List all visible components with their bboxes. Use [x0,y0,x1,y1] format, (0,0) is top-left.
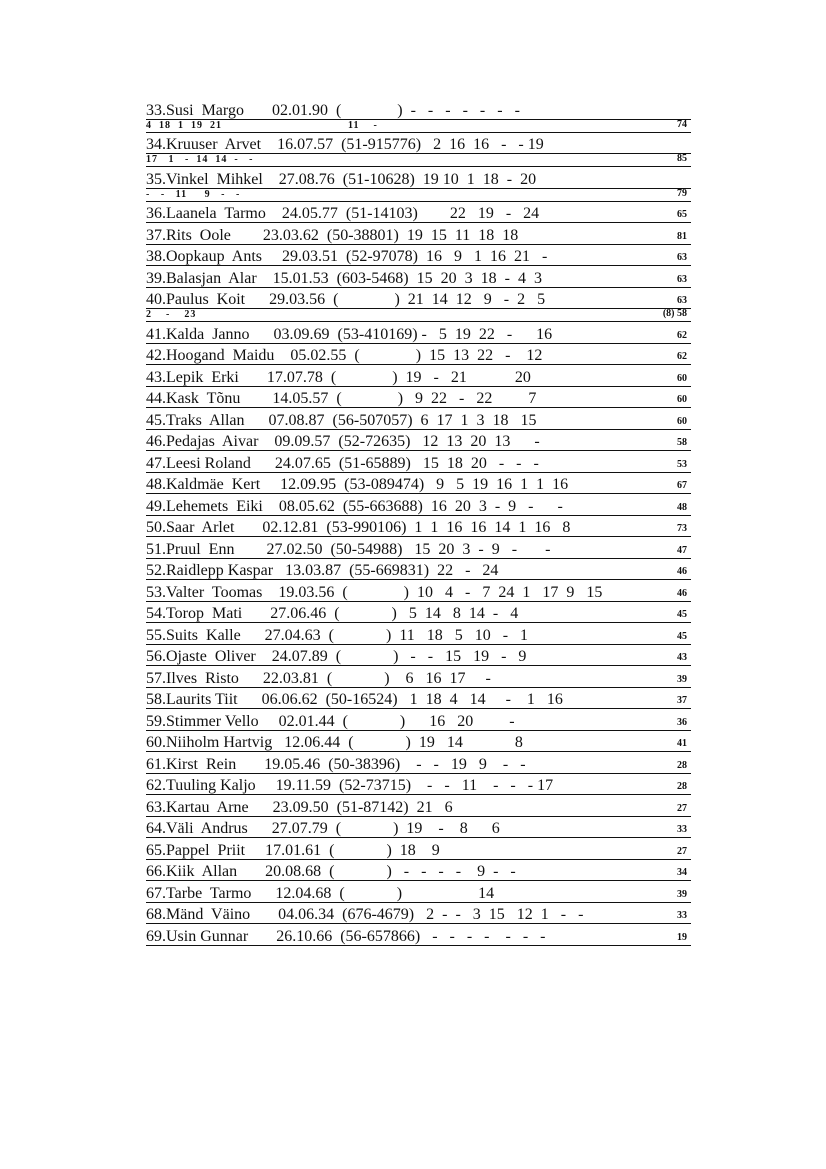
score-subline [146,309,691,322]
total-points: 37 [677,695,687,706]
participant-row [146,516,691,538]
participant-row [146,245,691,267]
participant-row [146,860,691,882]
total-points: 81 [677,230,687,242]
total-points: 73 [677,523,687,534]
participant-entry: 69.Usin Gunnar 26.10.66 (56-657866) - - - - - - - [146,927,546,945]
participant-entry: 52.Raidlepp Kaspar 13.03.87 (55-669831) 22 - 24 [146,562,499,579]
participant-entry: 46.Pedajas Aivar 09.09.57 (52-72635) 12 13 20 13 - [146,433,540,450]
total-points: 60 [677,415,687,427]
participant-entry: 58.Laurits Tiit 06.06.62 (50-16524) 1 18 4 14 - 1 16 [146,691,563,708]
participant-entry: 48.Kaldmäe Kert 12.09.95 (53-089474) 9 5 19 16 1 1 16 [146,476,569,493]
participant-entry: 61.Kirst Rein 19.05.46 (50-38396) - - 19 9 - - [146,755,526,773]
total-points: 85 [677,154,687,164]
total-points: 46 [677,566,687,577]
participant-row [146,387,691,409]
total-points: 63 [677,273,687,285]
total-points: 33 [677,910,687,921]
participant-entry: 68.Mänd Väino 04.06.34 (676-4679) 2 - - 3 15 12 1 - - [146,906,584,923]
total-points: 33 [677,824,687,835]
total-points: 63 [677,295,687,306]
subline-scores: 2 - 23 [146,309,197,320]
results-sheet [146,98,691,946]
score-subline [146,189,691,202]
participant-row [146,602,691,624]
participant-entry: 34.Kruuser Arvet 16.07.57 (51-915776) 2 16 16 - - 19 [146,136,544,153]
total-points: 60 [677,372,687,384]
total-points: 39 [677,673,687,685]
participant-row [146,430,691,452]
participant-entry: 38.Oopkaup Ants 29.03.51 (52-97078) 16 9 1 16 21 - [146,248,548,265]
participant-row [146,494,691,516]
participant-row [146,838,691,860]
participant-row [146,752,691,774]
participant-entry: 59.Stimmer Vello 02.01.44 ( ) 16 20 - [146,712,515,730]
total-points: 45 [677,630,687,642]
total-points: 62 [677,351,687,362]
total-points: 41 [677,738,687,749]
participant-entry: 50.Saar Arlet 02.12.81 (53-990106) 1 1 16 16 14 1 16 8 [146,519,571,536]
participant-row [146,344,691,366]
participant-row [146,98,691,120]
total-points: 58 [677,437,687,448]
total-points: 36 [677,716,687,728]
participant-entry: 40.Paulus Koit 29.03.56 ( ) 21 14 12 9 - 2 5 [146,291,546,308]
participant-entry: 53.Valter Toomas 19.03.56 ( ) 10 4 - 7 24 1 17 9 15 [146,583,603,601]
subline-scores: 17 1 - 14 14 - - [146,154,254,165]
participant-entry: 44.Kask Tõnu 14.05.57 ( ) 9 22 - 22 7 [146,390,537,407]
participant-row [146,133,691,155]
subline-scores: 4 18 1 19 21 11 - [146,119,378,131]
participant-entry: 42.Hoogand Maidu 05.02.55 ( ) 15 13 22 - 12 [146,347,543,364]
participant-entry: 39.Balasjan Alar 15.01.53 (603-5468) 15 20 3 18 - 4 3 [146,269,542,287]
participant-row [146,365,691,387]
participant-row [146,223,691,245]
total-points: 19 [677,931,687,943]
score-subline [146,120,691,133]
participant-row [146,881,691,903]
participant-entry: 45.Traks Allan 07.08.87 (56-507057) 6 17 1 3 18 15 [146,411,537,429]
participant-entry: 35.Vinkel Mihkel 27.08.76 (51-10628) 19 10 1 18 - 20 [146,170,537,188]
total-points: 60 [677,394,687,405]
participant-entry: 57.Ilves Risto 22.03.81 ( ) 6 16 17 - [146,669,491,687]
total-points: 27 [677,845,687,857]
total-points: 34 [677,867,687,878]
participant-entry: 33.Susi Margo 02.01.90 ( ) - - - - - - - [146,101,520,119]
total-points: 79 [677,188,687,199]
participant-entry: 64.Väli Andrus 27.07.79 ( ) 19 - 8 6 [146,820,500,837]
participant-entry: 41.Kalda Janno 03.09.69 (53-410169) - 5 19 22 - 16 [146,325,553,343]
participant-entry: 67.Tarbe Tarmo 12.04.68 ( ) 14 [146,884,495,902]
participant-entry: 62.Tuuling Kaljo 19.11.59 (52-73715) - - 11 - - - 17 [146,777,554,794]
participant-row [146,774,691,796]
total-points: 47 [677,544,687,556]
participant-row [146,202,691,224]
participant-row [146,903,691,925]
participant-entry: 60.Niiholm Hartvig 12.06.44 ( ) 19 14 8 [146,734,523,751]
total-points: 45 [677,609,687,620]
participant-entry: 47.Leesi Roland 24.07.65 (51-65889) 15 18 20 - - - [146,454,539,472]
total-points: 28 [677,759,687,771]
total-points: 53 [677,458,687,470]
participant-row [146,167,691,189]
total-points: 43 [677,652,687,663]
participant-row [146,645,691,667]
total-points: 28 [677,781,687,792]
participant-entry: 51.Pruul Enn 27.02.50 (50-54988) 15 20 3 - 9 - - [146,540,551,558]
participant-entry: 49.Lehemets Eiki 08.05.62 (55-663688) 16 20 3 - 9 - - [146,497,563,515]
total-points: 62 [677,329,687,341]
participant-row [146,537,691,559]
subline-scores: - - 11 9 - - [146,188,241,200]
participant-entry: 56.Ojaste Oliver 24.07.89 ( ) - - 15 19 - 9 [146,648,527,665]
participant-entry: 55.Suits Kalle 27.04.63 ( ) 11 18 5 10 - 1 [146,626,529,644]
participant-entry: 37.Rits Oole 23.03.62 (50-38801) 19 15 11 18 18 [146,226,519,244]
total-points: 74 [677,119,687,130]
participant-row [146,559,691,581]
participant-row [146,623,691,645]
participant-row [146,408,691,430]
participant-row [146,924,691,946]
participant-row [146,580,691,602]
participant-entry: 36.Laanela Tarmo 24.05.77 (51-14103) 22 19 - 24 [146,205,540,222]
score-subline [146,154,691,167]
participant-entry: 43.Lepik Erki 17.07.78 ( ) 19 - 21 20 [146,368,531,386]
participant-row [146,266,691,288]
participant-row [146,817,691,839]
total-points: 39 [677,888,687,900]
participant-row [146,688,691,710]
total-points: 46 [677,587,687,599]
total-points: 65 [677,209,687,220]
participant-entry: 54.Torop Mati 27.06.46 ( ) 5 14 8 14 - 4 [146,605,519,622]
participant-row [146,731,691,753]
total-points: 48 [677,501,687,513]
total-points: 63 [677,252,687,263]
participant-entry: 63.Kartau Arne 23.09.50 (51-87142) 21 6 [146,798,453,816]
participant-entry: 66.Kiik Allan 20.08.68 ( ) - - - - 9 - - [146,863,516,880]
participant-row [146,795,691,817]
participant-row [146,288,691,310]
participant-row [146,322,691,344]
participant-row [146,666,691,688]
total-points: (8) 58 [662,309,687,319]
total-points: 27 [677,802,687,814]
participant-row [146,473,691,495]
participant-entry: 65.Pappel Priit 17.01.61 ( ) 18 9 [146,841,440,859]
participant-row [146,451,691,473]
total-points: 67 [677,480,687,491]
participant-row [146,709,691,731]
